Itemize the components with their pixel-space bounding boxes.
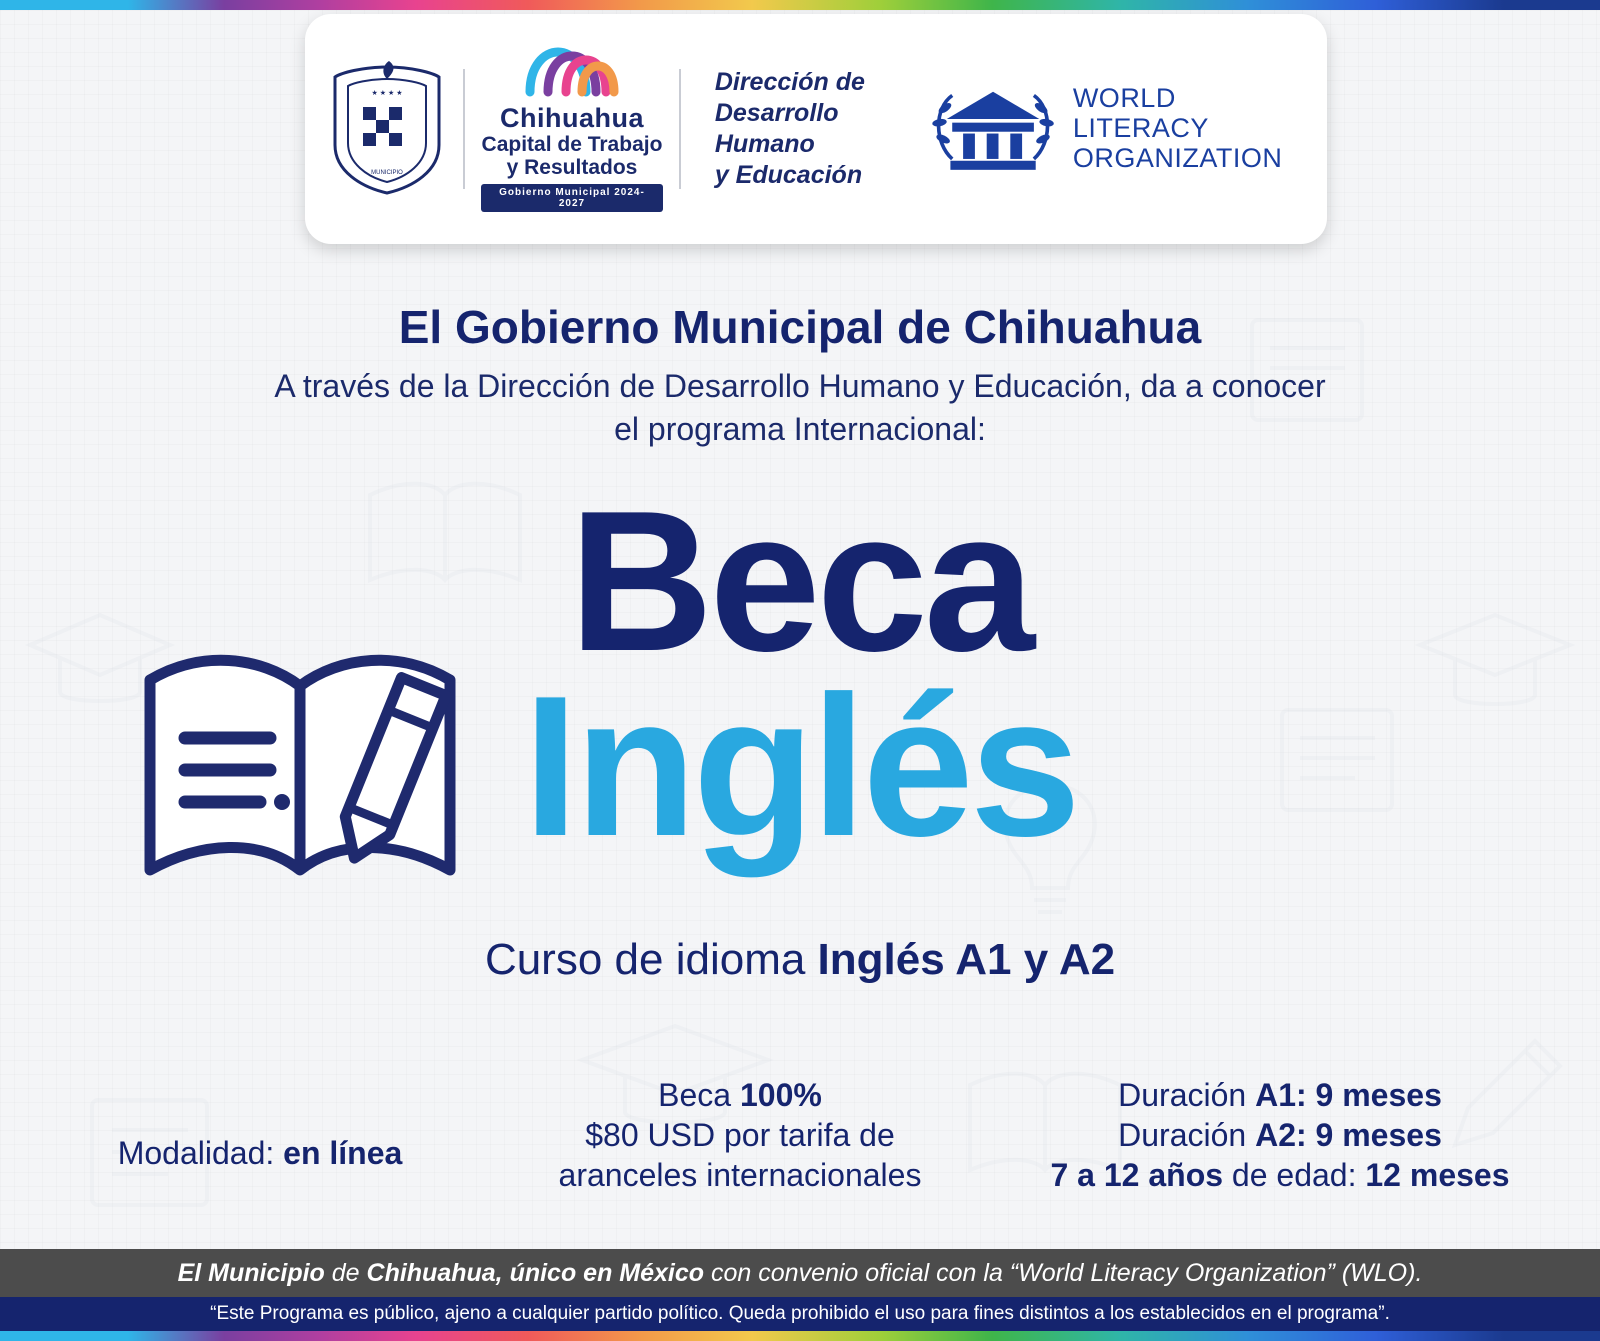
page-subtitle-line1: A través de la Dirección de Desarrollo Humano y Educación, da a conocer	[274, 368, 1326, 404]
duration-a1-label: Duración	[1118, 1077, 1256, 1113]
header-divider	[463, 69, 465, 189]
detail-modality	[60, 1135, 460, 1172]
course-levels: Inglés A1 y A2	[817, 935, 1116, 984]
classical-building-laurel-icon	[925, 74, 1061, 184]
wlo-text	[1073, 84, 1297, 173]
svg-text:MUNICIPIO: MUNICIPIO	[371, 170, 403, 176]
program-word-ingles: Inglés	[523, 655, 1077, 878]
modality-label: Modalidad:	[117, 1135, 284, 1171]
scholarship-note-line2: aranceles internacionales	[558, 1157, 922, 1193]
page-subtitle-line2: el programa Internacional:	[614, 411, 986, 448]
footer-line1-c: Chihuahua, único en México	[366, 1258, 705, 1287]
direction-line2: Desarrollo Humano	[714, 98, 839, 158]
government-period-badge: Gobierno Municipal 2024-2027	[481, 184, 663, 212]
wlo-logo	[925, 74, 1297, 184]
modality-value: en línea	[283, 1135, 403, 1171]
chihuahua-tagline-line1: Capital de Trabajo	[481, 133, 663, 157]
rainbow-bar-bottom	[0, 1331, 1600, 1341]
chihuahua-tagline-line2: y Resultados	[506, 155, 638, 179]
direction-line1: Dirección de	[714, 67, 865, 96]
course-prefix: Curso de idioma	[484, 935, 818, 984]
rainbow-bar-top	[0, 0, 1600, 10]
page-title: El Gobierno Municipal de Chihuahua	[398, 301, 1202, 353]
duration-kids-mid: de edad:	[1223, 1157, 1366, 1193]
duration-a2-value: A2: 9 meses	[1255, 1117, 1442, 1153]
detail-scholarship	[530, 1075, 950, 1195]
chihuahua-coat-of-arms-icon	[327, 59, 447, 199]
details-row	[0, 1075, 1600, 1215]
duration-kids-age: 7 a 12 años	[1050, 1157, 1224, 1193]
chihuahua-wave-icon	[482, 46, 662, 98]
open-book-and-pencil-icon	[130, 620, 490, 940]
direction-block	[715, 67, 925, 192]
course-line	[0, 935, 1600, 985]
footer-legal-bar: “Este Programa es público, ajeno a cualquier partido político. Queda prohibido el uso para fines distintos a los establecidos en el programa”.	[0, 1297, 1600, 1331]
chihuahua-wordmark: Chihuahua	[499, 103, 644, 134]
scholarship-value: 100%	[739, 1077, 822, 1113]
duration-a1-value: A1: 9 meses	[1255, 1077, 1442, 1113]
scholarship-label: Beca	[658, 1077, 740, 1113]
wlo-line2: ORGANIZATION	[1072, 142, 1283, 173]
wlo-line1: WORLD LITERACY	[1072, 83, 1209, 144]
duration-kids-months: 12 meses	[1365, 1157, 1510, 1193]
scholarship-line	[530, 1075, 950, 1115]
header-divider-2	[679, 69, 681, 189]
chihuahua-brand-logo	[481, 46, 663, 211]
footer-line1-a: El Municipio	[177, 1258, 325, 1287]
footer-agreement-bar	[0, 1249, 1600, 1297]
svg-text:★ ★ ★ ★: ★ ★ ★ ★	[371, 90, 403, 97]
footer-line1-d: con convenio oficial con la “World Literacy Organization” (WLO).	[704, 1258, 1423, 1287]
detail-duration	[1000, 1075, 1560, 1195]
duration-kids-line	[1000, 1155, 1560, 1195]
duration-a1-line	[1000, 1075, 1560, 1115]
page-subtitle	[0, 365, 1600, 451]
duration-a2-label: Duración	[1118, 1117, 1256, 1153]
scholarship-note-line1: $80 USD por tarifa de	[585, 1117, 895, 1153]
header-logo-card	[305, 14, 1327, 244]
duration-a2-line	[1000, 1115, 1560, 1155]
program-word-beca: Beca	[568, 470, 1032, 693]
direction-line3: y Educación	[714, 161, 863, 190]
footer-line1-b: de	[324, 1258, 367, 1287]
